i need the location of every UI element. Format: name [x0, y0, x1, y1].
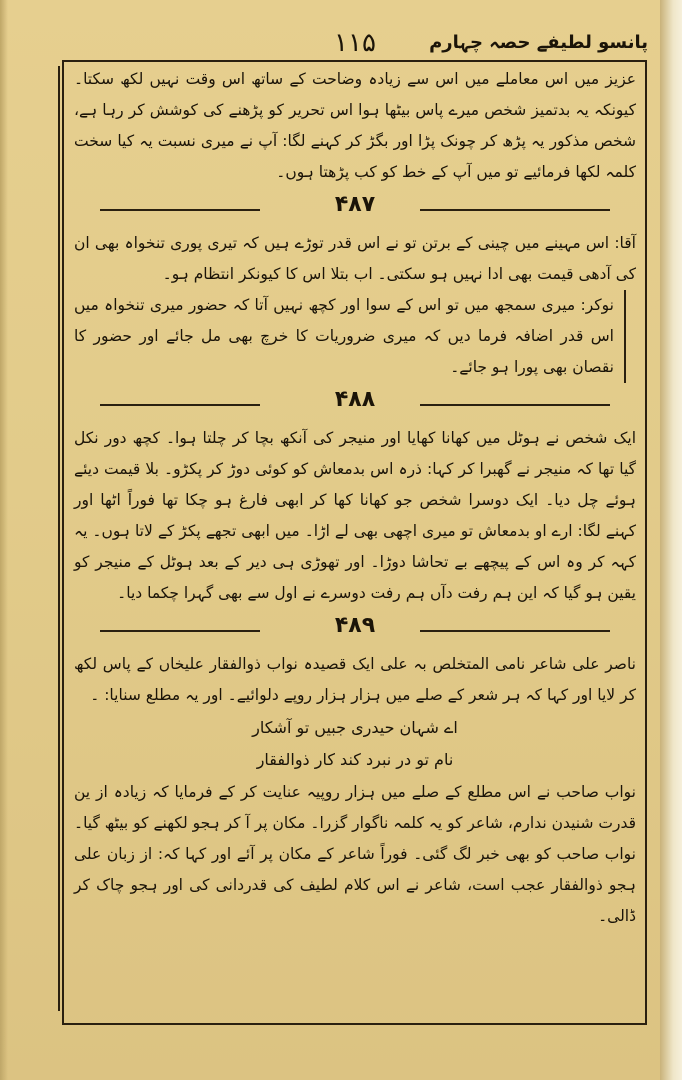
entry-paragraph: عزیز میں اس معاملے میں اس سے زیادہ وضاحت کے ساتھ اس وقت نہیں لکھ سکتا۔ کیونکہ یہ بدتمیز شخص میرے پاس بیٹھا ہوا اس تحریر کو پڑھنے کی کوشش کر رہا ہے، شخص مذکور یہ پڑھ کر چونک پڑا اور بگڑ کر کہنے لگا: آپ نے میری نسبت یہ کیا سخت کلمہ لکھا فرمائیے تو میں آپ کے خط کو کب پڑھتا ہوں۔ — [74, 70, 636, 181]
separator-line — [100, 630, 260, 632]
separator-line — [100, 209, 260, 211]
entry-number: ۴۸۹ — [334, 613, 376, 638]
entry-separator — [70, 387, 640, 421]
entry-number: ۴۸۷ — [334, 192, 376, 217]
text-body — [70, 64, 640, 1004]
verse-line: نام تو در نبرد کند کار ذوالفقار — [256, 750, 454, 769]
entry-paragraph: ناصر علی شاعر نامی المتخلص بہ علی ایک قصیدہ نواب ذوالفقار علیخاں کے پاس لکھ کر لایا اور کہا کہ ہر شعر کے صلے میں ہزار ہزار روپے دلوائیے۔ اور یہ مطلع سنایا: ۔ — [74, 655, 636, 704]
separator-line — [420, 404, 610, 406]
separator-line — [100, 404, 260, 406]
entry-paragraph: نوکر: میری سمجھ میں تو اس کے سوا اور کچھ نہیں آتا کہ حضور میری تنخواہ میں اس قدر اضافہ فرما دیں کہ میری ضروریات کا خرچ بھی مل جائے اور حضور کا نقصان بھی پورا ہو جائے۔ — [70, 290, 626, 383]
entry-paragraph: نواب صاحب نے اس مطلع کے صلے میں ہزار روپیہ عنایت کر کے فرمایا کہ زیادہ از ین قدرت شنیدن ندارم، شاعر کو یہ کلمہ ناگوار گزرا۔ مکان پر آ کر ہجو لکھنے کو بیٹھ گیا۔ نواب صاحب کو بھی خبر لگ گئی۔ فوراً شاعر کے مکان پر آئے اور کہا کہ: از زبان علی ہجو ذوالفقار عجب است، شاعر نے اس کلام لطیف کی قدردانی کی اور ہجو چاک کر ڈالی۔ — [73, 783, 636, 925]
verse-line: اے شہان حیدری جبیں تو آشکار — [252, 718, 458, 737]
separator-line — [420, 630, 610, 632]
entry-number: ۴۸۸ — [334, 387, 376, 412]
entry-separator — [70, 613, 640, 647]
page-number: ۱۱۵ — [334, 28, 376, 58]
page-edge-shadow — [0, 0, 8, 1080]
entry-paragraph: ایک شخص نے ہوٹل میں کھانا کھایا اور منیجر کی آنکھ بچا کر چلتا ہوا۔ کچھ دور نکل گیا تھا کہ منیجر نے گھبرا کر کہا: ذرہ اس بدمعاش کو کوئی دوڑ کر پکڑو۔ بلا قیمت دیئے ہوئے چل دیا۔ ایک دوسرا شخص جو کھانا کھا کر ابھی فارغ ہو چکا تھا فوراً اٹھا اور کہنے لگا: ارے او بدمعاش تو میری اچھی بھی لے اڑا۔ میں ابھی تجھے پکڑ کے لاتا ہوں۔ یہ کہہ کر وہ اس کے پیچھے بے تحاشا دوڑا۔ اور تھوڑی ہی دیر کے بعد ہوٹل کے منیجر کو یقین ہو گیا کہ این ہم رفت دآں ہم رفت دوسرے نے اول سے بھی گہرا چکما دیا۔ — [74, 429, 636, 602]
entry-paragraph: آقا: اس مہینے میں چینی کے برتن تو نے اس قدر توڑے ہیں کہ تیری پوری تنخواہ بھی ان کی آدھی قیمت بھی ادا نہیں ہو سکتی۔ اب بتلا اس کا کیونکر انتظام ہو۔ — [74, 234, 636, 283]
margin-rule — [58, 66, 60, 1011]
separator-line — [420, 209, 610, 211]
book-spine — [660, 0, 682, 1080]
running-title: پانسو لطیفے حصہ چہارم — [429, 32, 648, 53]
entry-separator — [70, 192, 640, 226]
